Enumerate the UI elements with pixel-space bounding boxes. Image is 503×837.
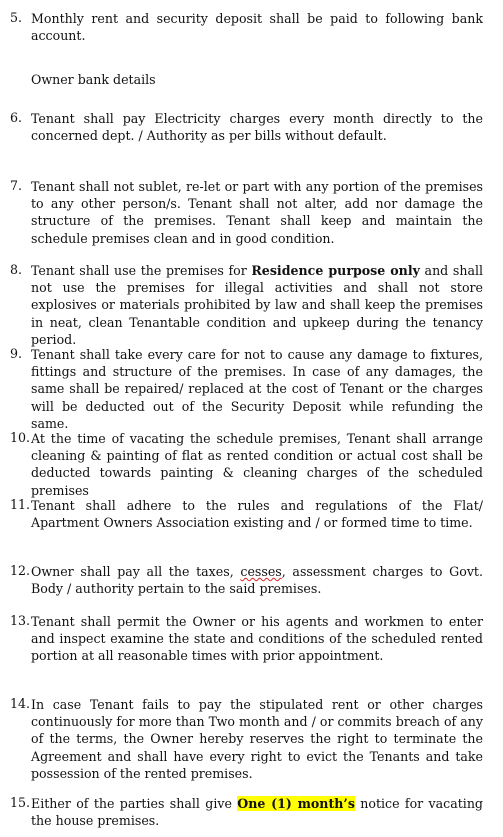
clause-text (31, 262, 483, 348)
clause-number: 10. (10, 430, 31, 445)
spellcheck-flagged-word: cesses (240, 564, 282, 579)
notice-period-highlight: One (1) month’s (237, 796, 355, 811)
clause-text: Tenant shall permit the Owner or his agents and workmen to enter and inspect examine the state and conditions of the scheduled rented portion at all reasonable times with prior appointment. (31, 614, 483, 664)
clause-number: 12. (10, 563, 31, 578)
clause-text-end: , assessment charges to Govt. Body / authority pertain to the said premises. (31, 564, 483, 597)
clause-text: Monthly rent and security deposit shall be paid to following bank account. (31, 11, 483, 44)
clause-text-start: Owner shall pay all the taxes, (31, 564, 241, 579)
clause-text: Tenant shall take every care for not to cause any damage to fixtures, fittings and structure of the premises. In case of any damages, the same shall be repaired/ replaced at the cost of Tenant or the charges will be deducted out of the Security Deposit while refunding the same. (31, 347, 483, 431)
clause-number: 14. (10, 696, 31, 711)
clause-text (31, 795, 483, 829)
clause-text-end: and shall not use the premises for illegal activities and shall not store explosives or materials prohibited by law and shall keep the premises in neat, clean Tenantable condition and upkeep during the tenancy period. (31, 263, 484, 347)
clause-number: 6. (10, 110, 23, 125)
clause-text: Tenant shall not sublet, re-let or part with any portion of the premises to any other person/s. Tenant shall not alter, add nor damage the structure of the premises. Tenant shall keep and maintain the schedule premises clean and in good condition. (31, 179, 483, 246)
clause-text: Tenant shall pay Electricity charges every month directly to the concerned dept. / Authority as per bills without default. (31, 111, 483, 144)
clause-number: 9. (10, 346, 23, 361)
clause-text (31, 563, 483, 597)
clause-text: Tenant shall adhere to the rules and regulations of the Flat/ Apartment Owners Association existing and / or formed time to time. (31, 498, 483, 531)
clause-text-end: notice for vacating the house premises. (31, 796, 483, 829)
clause-number: 5. (10, 10, 23, 25)
clause-number: 11. (10, 497, 31, 512)
residence-purpose-bold: Residence purpose only (251, 263, 420, 278)
clause-text-start: Either of the parties shall give (31, 796, 238, 811)
clause-number: 7. (10, 178, 23, 193)
owner-bank-details-label: Owner bank details (31, 72, 156, 87)
clause-text: At the time of vacating the schedule premises, Tenant shall arrange cleaning & painting of flat as rented condition or actual cost shall be deducted towards painting & cleaning charges of the scheduled premises (31, 431, 483, 498)
clause-number: 8. (10, 262, 23, 277)
clause-number: 13. (10, 613, 31, 628)
clause-text-start: Tenant shall use the premises for (31, 263, 252, 278)
clause-text: In case Tenant fails to pay the stipulated rent or other charges continuously for more than Two month and / or commits breach of any of the terms, the Owner hereby reserves the right to terminate the Agreement and shall have every right to evict the Tenants and take possession of the rented premises. (31, 697, 483, 781)
clause-number: 15. (10, 795, 31, 810)
